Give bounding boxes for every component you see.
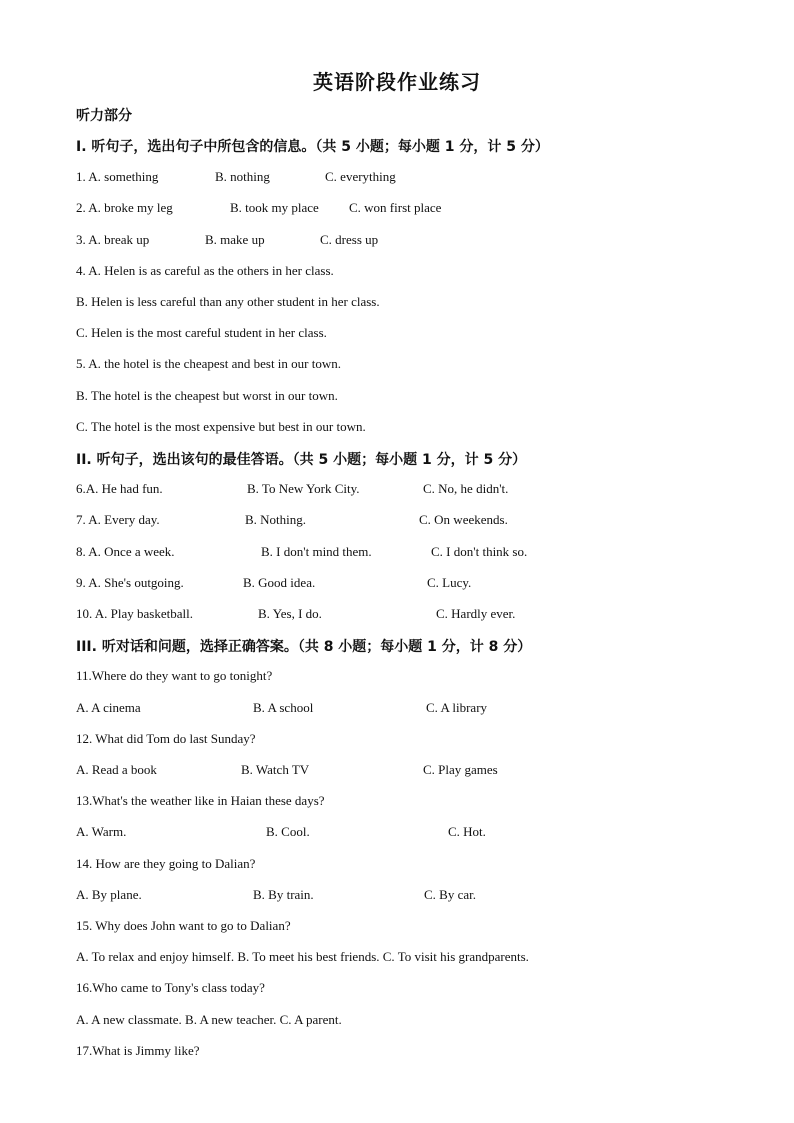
q2-option-c: C. won first place <box>349 200 442 215</box>
q9-option-a: 9. A. She's outgoing. <box>76 575 184 590</box>
q3-option-a: 3. A. break up <box>76 232 150 247</box>
q4-option-c: C. Helen is the most careful student in her class. <box>76 325 327 340</box>
q14-option-b: B. By train. <box>253 887 314 902</box>
section-2-heading: II. 听句子，选出该句的最佳答语。（共 5 小题；每小题 1 分，计 5 分） <box>76 452 527 468</box>
q5-option-c: C. The hotel is the most expensive but best in our town. <box>76 419 366 434</box>
q9-option-b: B. Good idea. <box>243 575 316 590</box>
q5-option-b: B. The hotel is the cheapest but worst in our town. <box>76 388 338 403</box>
q14-option-c: C. By car. <box>424 887 476 902</box>
q3-option-c: C. dress up <box>320 232 379 247</box>
q13-option-b: B. Cool. <box>266 824 310 839</box>
q11-question: 11.Where do they want to go tonight? <box>76 668 273 683</box>
q13-option-c: C. Hot. <box>448 824 486 839</box>
q7-option-a: 7. A. Every day. <box>76 512 160 527</box>
q10-option-c: C. Hardly ever. <box>436 606 516 621</box>
q6-option-a: 6.A. He had fun. <box>76 481 163 496</box>
q12-option-a: A. Read a book <box>76 762 157 777</box>
q8-option-b: B. I don't mind them. <box>261 544 372 559</box>
part-label: 听力部分 <box>76 108 132 124</box>
q10-option-a: 10. A. Play basketball. <box>76 606 193 621</box>
q5-option-a: 5. A. the hotel is the cheapest and best in our town. <box>76 356 342 371</box>
q6-option-b: B. To New York City. <box>247 481 360 496</box>
q10-option-b: B. Yes, I do. <box>258 606 322 621</box>
q12-option-b: B. Watch TV <box>241 762 310 777</box>
q7-option-c: C. On weekends. <box>419 512 508 527</box>
q6-option-c: C. No, he didn't. <box>423 481 509 496</box>
q9-option-c: C. Lucy. <box>427 575 472 590</box>
q11-option-b: B. A school <box>253 700 314 715</box>
q8-option-a: 8. A. Once a week. <box>76 544 175 559</box>
q4-option-a: 4. A. Helen is as careful as the others in her class. <box>76 263 334 278</box>
q12-question: 12. What did Tom do last Sunday? <box>76 731 256 746</box>
q15-options: A. To relax and enjoy himself. B. To meet his best friends. C. To visit his grandparents. <box>76 949 529 964</box>
q17-question: 17.What is Jimmy like? <box>76 1043 200 1058</box>
section-3-heading: III. 听对话和问题，选择正确答案。（共 8 小题；每小题 1 分，计 8 分） <box>76 639 532 655</box>
q7-option-b: B. Nothing. <box>245 512 307 527</box>
page-title: 英语阶段作业练习 <box>313 70 481 94</box>
q3-option-b: B. make up <box>205 232 265 247</box>
q1-option-b: B. nothing <box>215 169 270 184</box>
q15-question: 15. Why does John want to go to Dalian? <box>76 918 291 933</box>
q13-option-a: A. Warm. <box>76 824 127 839</box>
q2-option-b: B. took my place <box>230 200 319 215</box>
q1-option-a: 1. A. something <box>76 169 159 184</box>
q11-option-a: A. A cinema <box>76 700 141 715</box>
q14-option-a: A. By plane. <box>76 887 142 902</box>
q1-option-c: C. everything <box>325 169 396 184</box>
q4-option-b: B. Helen is less careful than any other student in her class. <box>76 294 380 309</box>
q16-question: 16.Who came to Tony's class today? <box>76 980 265 995</box>
q13-question: 13.What's the weather like in Haian these days? <box>76 793 325 808</box>
q8-option-c: C. I don't think so. <box>431 544 528 559</box>
section-1-heading: I. 听句子，选出句子中所包含的信息。（共 5 小题；每小题 1 分，计 5 分） <box>76 139 549 155</box>
q12-option-c: C. Play games <box>423 762 498 777</box>
q16-options: A. A new classmate. B. A new teacher. C. A parent. <box>76 1012 342 1027</box>
q11-option-c: C. A library <box>426 700 488 715</box>
q2-option-a: 2. A. broke my leg <box>76 200 173 215</box>
q14-question: 14. How are they going to Dalian? <box>76 856 256 871</box>
